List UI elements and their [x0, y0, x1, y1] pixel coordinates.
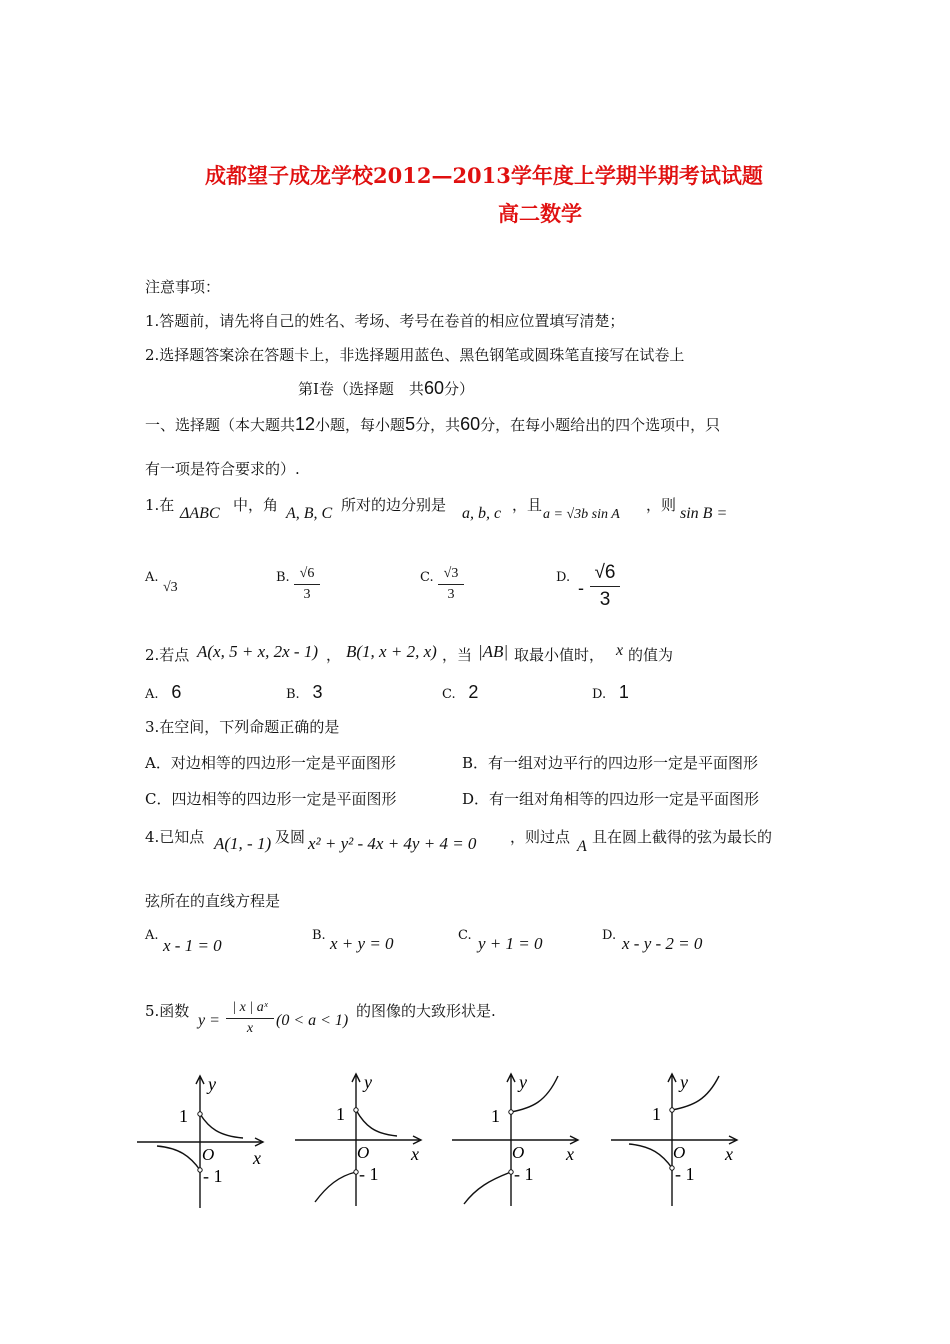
- option-value: 2: [468, 682, 479, 702]
- q1-option-b-label[interactable]: B.: [276, 570, 290, 585]
- one-label: 1: [336, 1104, 345, 1124]
- q4-s2: ，则过点: [510, 828, 571, 846]
- q2-option-b[interactable]: [286, 682, 322, 703]
- neg-one-label: - 1: [514, 1164, 534, 1184]
- q5-graph-b[interactable]: [293, 1068, 433, 1208]
- q1-sides: a, b, c: [462, 505, 502, 522]
- q1-option-c-fraction: [438, 566, 464, 603]
- q1-condition: a = √3b sin A: [543, 507, 620, 522]
- option-label: D.: [592, 687, 607, 702]
- fraction-bar: [438, 584, 464, 585]
- q2-s2: 取最小值时，: [514, 646, 605, 664]
- x-label: x: [725, 1144, 733, 1164]
- x-label: x: [566, 1144, 574, 1164]
- open-point: [509, 1110, 513, 1114]
- q5-fraction-num: | x | aˣ: [232, 1000, 268, 1015]
- y-label: y: [208, 1074, 216, 1094]
- fraction-bar: [226, 1018, 274, 1019]
- q4-circle: x² + y² - 4x + 4y + 4 = 0: [308, 834, 477, 853]
- q4-option-a-value: x - 1 = 0: [163, 936, 222, 955]
- x-label: x: [411, 1144, 419, 1164]
- option-value: 1: [618, 682, 629, 702]
- q5-s1: 的图像的大致形状是.: [356, 1002, 496, 1020]
- q2-s1: ，当: [442, 646, 473, 664]
- origin-label: O: [357, 1143, 370, 1162]
- q2-point-a: A(x, 5 + x, 2x - 1): [197, 642, 318, 661]
- q4-line2: 弦所在的直线方程是: [145, 892, 281, 910]
- origin-label: O: [512, 1143, 525, 1162]
- q4-option-c-value: y + 1 = 0: [478, 934, 543, 953]
- q1-option-d-den: 3: [599, 589, 611, 610]
- q5-fraction: [226, 1000, 274, 1037]
- q5-condition: (0 < a < 1): [276, 1012, 349, 1029]
- q4-point-a2: A: [577, 838, 587, 855]
- q4-option-a-label[interactable]: A.: [145, 928, 159, 943]
- part-points: 60: [423, 378, 444, 398]
- q2-option-c[interactable]: [442, 682, 478, 703]
- q2-point-b: B(1, x + 2, x): [346, 642, 437, 661]
- note-item-1: 1.答题前，请先将自己的姓名、考场、考号在卷首的相应位置填写清楚；: [145, 312, 625, 330]
- option-label: A.: [145, 687, 159, 702]
- note-item-2: 2.选择题答案涂在答题卡上，非选择题用蓝色、黑色钢笔或圆珠笔直接写在试卷上: [145, 346, 685, 364]
- q2-s3: 的值为: [628, 646, 674, 664]
- q5-graph-d[interactable]: [609, 1068, 749, 1208]
- q4-s3: 且在圆上截得的弦为最长的: [592, 828, 773, 846]
- q1-option-a-label[interactable]: A.: [145, 570, 159, 585]
- section-instructions: [145, 414, 720, 435]
- q1-option-d-label[interactable]: D.: [556, 570, 571, 585]
- curve-left: [315, 1172, 356, 1202]
- curve-right: [200, 1114, 243, 1138]
- exam-title: 成都望子成龙学校2012—2013学年度上学期半期考试试题: [205, 163, 763, 188]
- open-point: [354, 1170, 358, 1174]
- q3-option-c[interactable]: C．四边相等的四边形一定是平面图形: [145, 790, 397, 808]
- q2-sep: ，: [326, 646, 342, 664]
- q3-option-b[interactable]: B．有一组对边平行的四边形一定是平面图形: [462, 754, 759, 772]
- y-label: y: [680, 1072, 688, 1092]
- section-d: 分，在每小题给出的四个选项中，只: [480, 416, 721, 434]
- q5-num: 5.函数: [145, 1002, 190, 1020]
- fraction-bar: [590, 586, 620, 587]
- q1-ask: sin B =: [680, 505, 728, 522]
- q2-option-a[interactable]: [145, 682, 181, 703]
- one-label: 1: [491, 1106, 500, 1126]
- q1-num: 1.在: [145, 496, 175, 514]
- q1-option-c-label[interactable]: C.: [420, 570, 434, 585]
- q1-angles: A, B, C: [286, 505, 333, 522]
- one-label: 1: [179, 1106, 188, 1126]
- q1-option-b-den: 3: [303, 587, 311, 602]
- q1-option-b-fraction: [294, 566, 320, 603]
- q4-option-d-value: x - y - 2 = 0: [622, 934, 703, 953]
- q3-option-a[interactable]: A．对边相等的四边形一定是平面图形: [145, 754, 396, 772]
- q4-option-c-label[interactable]: C.: [458, 928, 472, 943]
- q4-option-b-label[interactable]: B.: [312, 928, 326, 943]
- q1-s4: ，则: [646, 496, 677, 514]
- q1-s1: 中，角: [233, 496, 279, 514]
- q5-fraction-den: x: [246, 1021, 254, 1036]
- origin-label: O: [202, 1145, 215, 1164]
- q5-graph-a[interactable]: [135, 1070, 275, 1210]
- curve-left: [629, 1144, 672, 1168]
- origin-label: O: [673, 1143, 686, 1162]
- option-label: B.: [286, 687, 300, 702]
- curve-left: [157, 1146, 200, 1170]
- neg-one-label: - 1: [359, 1164, 379, 1184]
- x-label: x: [253, 1148, 261, 1168]
- section-b: 小题，每小题: [315, 416, 406, 434]
- q5-graph-c[interactable]: [450, 1068, 590, 1208]
- open-point: [670, 1166, 674, 1170]
- section-instructions-line2: 有一项是符合要求的）.: [145, 460, 300, 478]
- exam-subject: 高二数学: [498, 201, 582, 226]
- q1-s2: 所对的边分别是: [341, 496, 447, 514]
- q5-y: y =: [198, 1012, 220, 1029]
- one-label: 1: [652, 1104, 661, 1124]
- section-a: 一、选择题（本大题共: [145, 416, 296, 434]
- neg-one-label: - 1: [675, 1164, 695, 1184]
- neg-one-label: - 1: [203, 1166, 223, 1186]
- open-point: [354, 1108, 358, 1112]
- open-point: [670, 1108, 674, 1112]
- q4-num: 4.已知点: [145, 828, 205, 846]
- option-value: 6: [171, 682, 182, 702]
- open-point: [198, 1168, 202, 1172]
- q2-num: 2.若点: [145, 646, 190, 664]
- part-label-b: 分）: [443, 380, 474, 398]
- section-c: 分，共: [415, 416, 461, 434]
- q2-ab: |AB|: [478, 642, 509, 661]
- section-count: 12: [295, 414, 316, 434]
- section-each: 5: [405, 414, 416, 434]
- q1-option-d-fraction: [590, 562, 620, 611]
- section-total: 60: [460, 414, 481, 434]
- curve-right: [356, 1110, 397, 1136]
- q2-option-d[interactable]: [592, 682, 629, 703]
- q2-xvar: x: [616, 642, 624, 659]
- q3-option-d[interactable]: D．有一组对角相等的四边形一定是平面图形: [462, 790, 760, 808]
- part-label-a: 第Ⅰ卷（选择题 共: [298, 380, 424, 398]
- part-label: [298, 378, 474, 399]
- q1-triangle: ΔABC: [180, 505, 220, 522]
- q1-option-a-value: √3: [163, 580, 178, 595]
- q4-point-a: A(1, - 1): [214, 834, 272, 853]
- q1-option-d-num: √6: [594, 562, 616, 583]
- open-point: [509, 1170, 513, 1174]
- q3-text: 3.在空间，下列命题正确的是: [145, 718, 340, 736]
- q1-option-c-den: 3: [447, 587, 455, 602]
- q1-s3: ，且: [512, 496, 543, 514]
- q4-option-b-value: x + y = 0: [330, 934, 394, 953]
- q1-option-b-num: √6: [299, 566, 315, 581]
- notes-heading: 注意事项：: [145, 278, 221, 296]
- option-value: 3: [312, 682, 323, 702]
- q1-option-d-sign: -: [578, 578, 584, 598]
- curve-left: [464, 1172, 511, 1204]
- q4-option-d-label[interactable]: D.: [602, 928, 617, 943]
- y-label: y: [519, 1072, 527, 1092]
- q4-s1: 及圆: [275, 828, 306, 846]
- q1-option-c-num: √3: [443, 566, 459, 581]
- y-label: y: [364, 1072, 372, 1092]
- open-point: [198, 1112, 202, 1116]
- fraction-bar: [294, 584, 320, 585]
- option-label: C.: [442, 687, 456, 702]
